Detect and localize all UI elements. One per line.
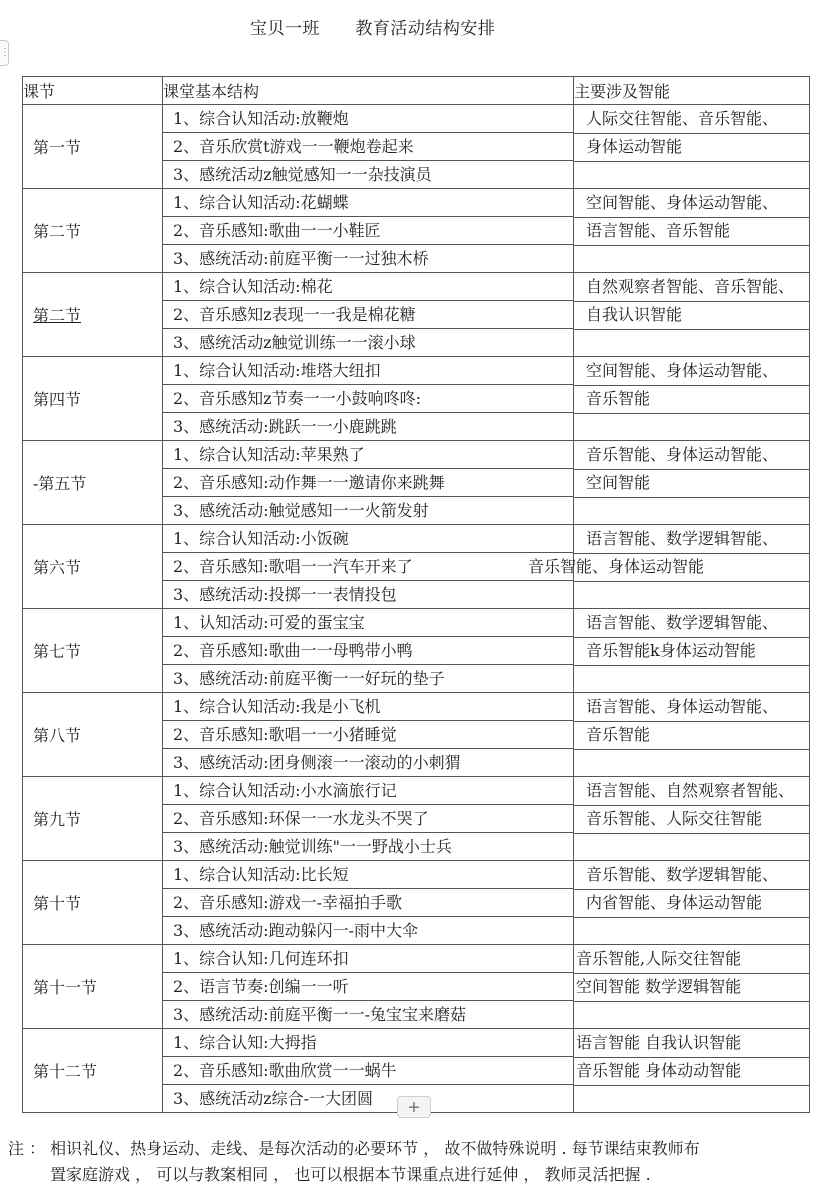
activity-item: 3、感统活动:前庭平衡一一好玩的垫子	[163, 664, 573, 692]
row-divider	[574, 1057, 809, 1058]
lesson-cell	[23, 861, 163, 945]
footnote-line-2: 置家庭游戏 ， 可以与教案相同 ， 也可以根据本节课重点进行延伸 ， 教师灵活把握 .	[50, 1165, 651, 1184]
intelligence-item: 语言智能 自我认识智能	[576, 1033, 742, 1052]
row-divider	[574, 833, 809, 834]
table-row	[23, 861, 810, 945]
table-row	[23, 945, 810, 1029]
intelligence-item: 音乐智能,人际交往智能	[576, 949, 742, 968]
activity-item: 3、感统活动:跑动躲闪一-雨中大伞	[163, 916, 573, 944]
intelligence-item: 音乐智能、身体运动智能、	[586, 445, 779, 464]
lesson-label: 第二节	[33, 222, 82, 241]
structure-cell	[163, 105, 574, 189]
intelligence-item: 语言智能、身体运动智能、	[586, 697, 779, 716]
intelligence-cell	[574, 357, 810, 441]
structure-cell	[163, 861, 574, 945]
intelligence-item: 自然观察者智能、音乐智能、	[586, 277, 795, 296]
intelligence-cell	[574, 441, 810, 525]
header-lesson: 课节	[23, 77, 163, 105]
lesson-cell	[23, 441, 163, 525]
table-row	[23, 525, 810, 609]
activity-item: 3、感统活动z触觉训练一一滚小球	[163, 328, 573, 356]
intelligence-item: 语言智能、音乐智能	[586, 221, 731, 240]
activity-item: 2、音乐感知z节奏一一小鼓响咚咚:	[163, 384, 573, 412]
structure-cell	[163, 441, 574, 525]
intelligence-item: 内省智能、身体运动智能	[586, 893, 763, 912]
table-row	[23, 105, 810, 189]
row-divider	[574, 721, 809, 722]
lesson-label: 第四节	[33, 390, 82, 409]
table-row	[23, 693, 810, 777]
intelligence-item: 音乐智能、身体运动智能	[528, 557, 705, 576]
activity-item: 3、感统活动:触觉训练"一一野战小士兵	[163, 832, 573, 860]
row-divider	[574, 469, 809, 470]
table-row	[23, 273, 810, 357]
activity-item: 1、综合认知活动:比长短	[173, 865, 349, 884]
lesson-cell	[23, 357, 163, 441]
activity-item: 1、综合认知:大拇指	[173, 1033, 317, 1052]
header-structure: 课堂基本结构	[163, 77, 574, 105]
activity-item: 1、综合认知活动:堆塔大纽扣	[173, 361, 381, 380]
row-divider	[574, 301, 809, 302]
lesson-label: -第五节	[33, 474, 87, 493]
row-divider	[574, 889, 809, 890]
structure-cell	[163, 189, 574, 273]
row-divider	[574, 553, 809, 554]
row-divider	[574, 385, 809, 386]
intelligence-item: 语言智能、数学逻辑智能、	[586, 529, 779, 548]
intelligence-item: 语言智能、数学逻辑智能、	[586, 613, 779, 632]
intelligence-cell	[574, 609, 810, 693]
activity-item: 3、感统活动:投掷一一表情投包	[163, 580, 573, 608]
row-divider	[574, 637, 809, 638]
activity-item: 3、感统活动z触觉感知一一杂技演员	[163, 160, 573, 188]
row-divider	[574, 161, 809, 162]
lesson-cell	[23, 105, 163, 189]
activity-item: 1、综合认知活动:棉花	[173, 277, 333, 296]
activity-item: 3、感统活动:触觉感知一一火箭发射	[163, 496, 573, 524]
activity-item: 1、综合认知活动:苹果熟了	[173, 445, 365, 464]
activity-item: 2、音乐感知:动作舞一一邀请你来跳舞	[163, 468, 573, 496]
row-divider	[574, 581, 809, 582]
lesson-cell	[23, 273, 163, 357]
lesson-cell	[23, 693, 163, 777]
row-divider	[574, 413, 809, 414]
intelligence-item: 音乐智能 身体动动智能	[576, 1061, 742, 1080]
activity-item: 2、音乐感知:歌曲欣赏一一蜗牛	[163, 1056, 573, 1084]
intelligence-cell	[574, 273, 810, 357]
activity-item: 1、综合认知活动:小水滴旅行记	[173, 781, 397, 800]
lesson-cell	[23, 189, 163, 273]
intelligence-item: 空间智能、身体运动智能、	[586, 361, 779, 380]
lesson-label: 第七节	[33, 642, 82, 661]
structure-cell	[163, 525, 574, 609]
activity-item: 3、感统活动:团身侧滚一一滚动的小刺猬	[163, 748, 573, 776]
table-row	[23, 609, 810, 693]
activity-item: 2、音乐感知:歌曲一一母鸭带小鸭	[163, 636, 573, 664]
row-divider	[574, 217, 809, 218]
footnote-line-1: 注 ： 相识礼仪、热身运动、走线、是每次活动的必要环节 ， 故不做特殊说明 . 每节课结束教师布	[8, 1139, 700, 1158]
lesson-label: 第二节	[33, 306, 82, 325]
activity-item: 2、语言节奏:创编一一听	[163, 972, 573, 1000]
table-row	[23, 357, 810, 441]
lesson-cell	[23, 525, 163, 609]
row-divider	[574, 329, 809, 330]
row-divider	[574, 917, 809, 918]
structure-cell	[163, 945, 574, 1029]
activity-item: 3、感统活动z综合-一大团圆	[163, 1084, 573, 1112]
lesson-label: 第六节	[33, 558, 82, 577]
activity-item: 1、综合认知活动:花蝴蝶	[173, 193, 349, 212]
intelligence-item: 空间智能、身体运动智能、	[586, 193, 779, 212]
intelligence-item: 身体运动智能	[586, 137, 683, 156]
row-divider	[574, 1085, 809, 1086]
footnote	[8, 1136, 808, 1188]
intelligence-item: 音乐智能、人际交往智能	[586, 809, 763, 828]
activity-item: 1、综合认知活动:放鞭炮	[173, 109, 349, 128]
intelligence-item: 语言智能、自然观察者智能、	[586, 781, 795, 800]
structure-cell	[163, 777, 574, 861]
activity-item: 2、音乐感知:歌唱一一汽车开来了	[163, 552, 573, 580]
lesson-cell	[23, 1029, 163, 1113]
activity-item: 1、综合认知:几何连环扣	[173, 949, 349, 968]
intelligence-cell	[528, 525, 810, 609]
lesson-label: 第九节	[33, 810, 82, 829]
lesson-label: 第一节	[33, 138, 82, 157]
row-divider	[574, 497, 809, 498]
intelligence-item: 音乐智能	[586, 725, 651, 744]
lesson-label: 第十一节	[33, 978, 98, 997]
structure-cell	[163, 693, 574, 777]
header-intelligence: 主要涉及智能	[574, 77, 810, 105]
intelligence-cell	[574, 945, 810, 1029]
structure-cell	[163, 1029, 574, 1113]
lesson-label: 第十二节	[33, 1062, 98, 1081]
intelligence-cell	[574, 105, 810, 189]
intelligence-item: 空间智能 数学逻辑智能	[576, 977, 742, 996]
add-row-button[interactable]: +	[397, 1096, 431, 1118]
page-title: 宝贝一班 教育活动结构安排	[250, 19, 496, 39]
table-row	[23, 777, 810, 861]
side-handle-icon[interactable]: ⋮	[0, 40, 9, 66]
structure-cell	[163, 609, 574, 693]
schedule-table	[22, 76, 810, 1113]
table-row	[23, 441, 810, 525]
row-divider	[574, 665, 809, 666]
intelligence-item: 人际交往智能、音乐智能、	[586, 109, 779, 128]
activity-item: 3、感统活动:跳跃一一小鹿跳跳	[163, 412, 573, 440]
intelligence-item: 音乐智能、数学逻辑智能、	[586, 865, 779, 884]
row-divider	[574, 133, 809, 134]
lesson-label: 第十节	[33, 894, 82, 913]
lesson-cell	[23, 609, 163, 693]
lesson-label: 第八节	[33, 726, 82, 745]
activity-item: 3、感统活动:前庭平衡一一过独木桥	[163, 244, 573, 272]
activity-item: 2、音乐感知z表现一一我是棉花糖	[163, 300, 573, 328]
row-divider	[574, 245, 809, 246]
activity-item: 2、音乐感知:环保一一水龙头不哭了	[163, 804, 573, 832]
lesson-cell	[23, 945, 163, 1029]
row-divider	[574, 1001, 809, 1002]
intelligence-item: 自我认识智能	[586, 305, 683, 324]
activity-item: 1、认知活动:可爱的蛋宝宝	[173, 613, 365, 632]
row-divider	[574, 973, 809, 974]
table-row	[23, 189, 810, 273]
intelligence-item: 音乐智能k身体运动智能	[586, 641, 756, 660]
activity-item: 2、音乐感知:歌曲一一小鞋匠	[163, 216, 573, 244]
structure-cell	[163, 357, 574, 441]
activity-item: 2、音乐感知:歌唱一一小猪睡觉	[163, 720, 573, 748]
row-divider	[574, 749, 809, 750]
intelligence-cell	[574, 1029, 810, 1113]
row-divider	[574, 805, 809, 806]
intelligence-cell	[574, 189, 810, 273]
intelligence-cell	[574, 693, 810, 777]
activity-item: 1、综合认知活动:我是小飞机	[173, 697, 381, 716]
intelligence-item: 空间智能	[586, 473, 651, 492]
intelligence-cell	[574, 861, 810, 945]
activity-item: 2、音乐感知:游戏一-幸福拍手歌	[163, 888, 573, 916]
intelligence-cell	[574, 777, 810, 861]
activity-item: 3、感统活动:前庭平衡一一-兔宝宝来磨菇	[163, 1000, 573, 1028]
activity-item: 2、音乐欣赏t游戏一一鞭炮卷起来	[163, 132, 573, 160]
activity-item: 1、综合认知活动:小饭碗	[173, 529, 349, 548]
structure-cell	[163, 273, 574, 357]
lesson-cell	[23, 777, 163, 861]
intelligence-item: 音乐智能	[586, 389, 651, 408]
